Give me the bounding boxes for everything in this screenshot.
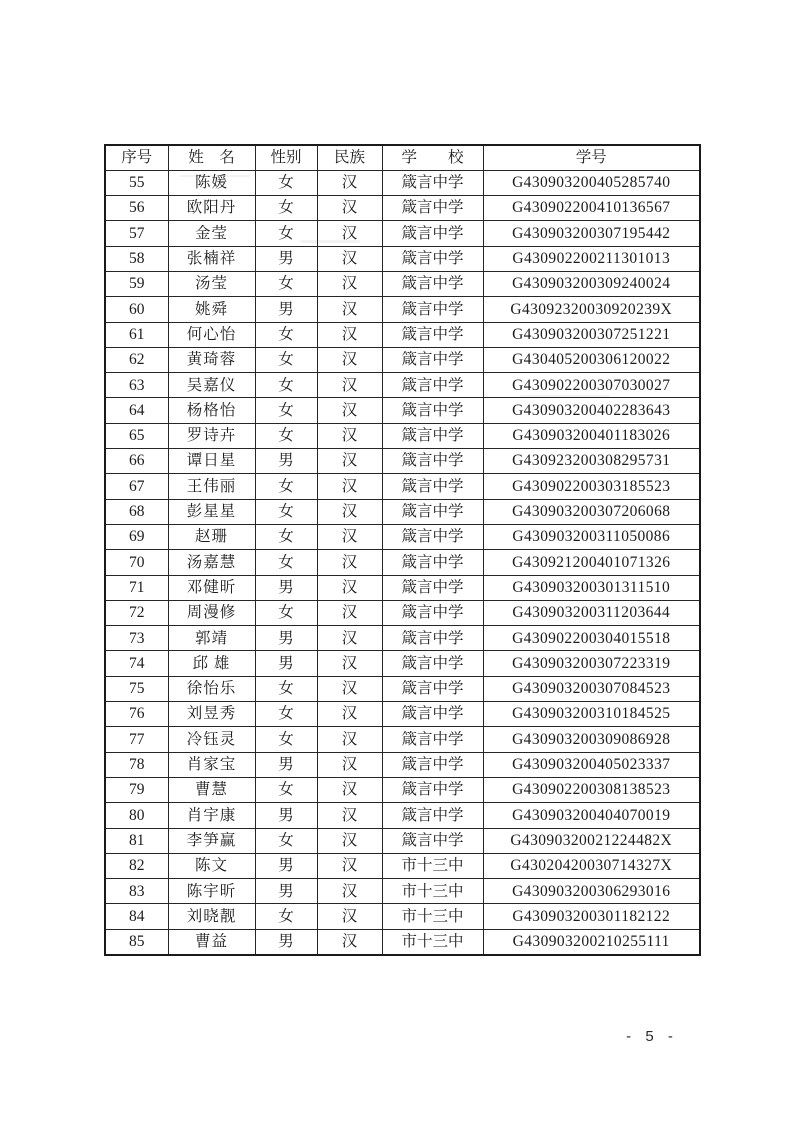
- table-row: [105, 271, 700, 296]
- cell-gender: 女: [255, 170, 317, 195]
- cell-student_id: G430903200210255111: [483, 929, 700, 954]
- cell-name: 赵珊: [168, 524, 255, 549]
- table-row: [105, 828, 700, 853]
- cell-ethnicity: 汉: [317, 803, 382, 828]
- cell-school: 箴言中学: [382, 322, 483, 347]
- table-row: [105, 879, 700, 904]
- cell-index: 57: [105, 221, 168, 246]
- cell-school: 箴言中学: [382, 347, 483, 372]
- cell-name: 徐怡乐: [168, 676, 255, 701]
- table-row: [105, 600, 700, 625]
- table-row: [105, 626, 700, 651]
- cell-name: 邓健昕: [168, 575, 255, 600]
- header-row: [105, 145, 700, 170]
- cell-index: 84: [105, 904, 168, 929]
- cell-ethnicity: 汉: [317, 651, 382, 676]
- cell-name: 刘昱秀: [168, 702, 255, 727]
- cell-school: 箴言中学: [382, 550, 483, 575]
- cell-school: 箴言中学: [382, 474, 483, 499]
- cell-name: 肖家宝: [168, 752, 255, 777]
- cell-gender: 女: [255, 550, 317, 575]
- cell-student_id: G430903200307084523: [483, 676, 700, 701]
- cell-student_id: G430405200306120022: [483, 347, 700, 372]
- cell-ethnicity: 汉: [317, 524, 382, 549]
- cell-school: 箴言中学: [382, 651, 483, 676]
- cell-school: 箴言中学: [382, 499, 483, 524]
- cell-gender: 男: [255, 853, 317, 878]
- cell-ethnicity: 汉: [317, 499, 382, 524]
- table-row: [105, 777, 700, 802]
- table-body: [105, 170, 700, 954]
- cell-gender: 女: [255, 347, 317, 372]
- cell-name: 邱 雄: [168, 651, 255, 676]
- cell-ethnicity: 汉: [317, 702, 382, 727]
- cell-ethnicity: 汉: [317, 904, 382, 929]
- cell-gender: 男: [255, 449, 317, 474]
- cell-index: 78: [105, 752, 168, 777]
- cell-school: 市十三中: [382, 929, 483, 954]
- table-row: [105, 702, 700, 727]
- cell-school: 箴言中学: [382, 449, 483, 474]
- cell-gender: 男: [255, 929, 317, 954]
- cell-ethnicity: 汉: [317, 474, 382, 499]
- cell-school: 箴言中学: [382, 524, 483, 549]
- cell-school: 箴言中学: [382, 803, 483, 828]
- cell-student_id: G430903200307223319: [483, 651, 700, 676]
- cell-student_id: G430903200404070019: [483, 803, 700, 828]
- cell-index: 55: [105, 170, 168, 195]
- cell-school: 箴言中学: [382, 777, 483, 802]
- cell-gender: 女: [255, 904, 317, 929]
- cell-ethnicity: 汉: [317, 170, 382, 195]
- cell-name: 刘晓靓: [168, 904, 255, 929]
- cell-gender: 男: [255, 297, 317, 322]
- table-row: [105, 449, 700, 474]
- cell-index: 69: [105, 524, 168, 549]
- cell-school: 市十三中: [382, 904, 483, 929]
- table-row: [105, 803, 700, 828]
- cell-ethnicity: 汉: [317, 879, 382, 904]
- cell-student_id: G430903200311050086: [483, 524, 700, 549]
- cell-student_id: G430903200401183026: [483, 423, 700, 448]
- column-header-student_id: 学号: [483, 145, 700, 170]
- page-number: - 5 -: [626, 1028, 678, 1045]
- cell-name: 曹慧: [168, 777, 255, 802]
- cell-name: 黄琦蓉: [168, 347, 255, 372]
- cell-name: 姚舜: [168, 297, 255, 322]
- cell-name: 何心怡: [168, 322, 255, 347]
- cell-school: 箴言中学: [382, 373, 483, 398]
- column-header-school: 学 校: [382, 145, 483, 170]
- cell-ethnicity: 汉: [317, 828, 382, 853]
- cell-index: 61: [105, 322, 168, 347]
- cell-gender: 女: [255, 373, 317, 398]
- table-row: [105, 221, 700, 246]
- table-row: [105, 347, 700, 372]
- cell-ethnicity: 汉: [317, 575, 382, 600]
- cell-name: 李笋赢: [168, 828, 255, 853]
- table-row: [105, 651, 700, 676]
- cell-ethnicity: 汉: [317, 221, 382, 246]
- cell-index: 79: [105, 777, 168, 802]
- cell-index: 56: [105, 196, 168, 221]
- cell-name: 吴嘉仪: [168, 373, 255, 398]
- column-header-index: 序号: [105, 145, 168, 170]
- cell-ethnicity: 汉: [317, 929, 382, 954]
- cell-index: 65: [105, 423, 168, 448]
- cell-ethnicity: 汉: [317, 246, 382, 271]
- table-row: [105, 853, 700, 878]
- cell-ethnicity: 汉: [317, 752, 382, 777]
- cell-student_id: G430903200405023337: [483, 752, 700, 777]
- table-row: [105, 322, 700, 347]
- cell-index: 62: [105, 347, 168, 372]
- column-header-gender: 性别: [255, 145, 317, 170]
- column-header-ethnicity: 民族: [317, 145, 382, 170]
- cell-student_id: G430903200307195442: [483, 221, 700, 246]
- table-row: [105, 423, 700, 448]
- cell-ethnicity: 汉: [317, 600, 382, 625]
- table-row: [105, 398, 700, 423]
- cell-name: 欧阳丹: [168, 196, 255, 221]
- cell-name: 陈媛: [168, 170, 255, 195]
- cell-school: 箴言中学: [382, 575, 483, 600]
- cell-gender: 女: [255, 828, 317, 853]
- cell-school: 箴言中学: [382, 297, 483, 322]
- cell-student_id: G430902200211301013: [483, 246, 700, 271]
- cell-ethnicity: 汉: [317, 271, 382, 296]
- cell-student_id: G430903200405285740: [483, 170, 700, 195]
- cell-name: 周漫修: [168, 600, 255, 625]
- cell-gender: 男: [255, 879, 317, 904]
- cell-ethnicity: 汉: [317, 777, 382, 802]
- cell-ethnicity: 汉: [317, 347, 382, 372]
- cell-ethnicity: 汉: [317, 626, 382, 651]
- cell-gender: 男: [255, 752, 317, 777]
- cell-index: 72: [105, 600, 168, 625]
- cell-index: 59: [105, 271, 168, 296]
- table-row: [105, 246, 700, 271]
- cell-school: 箴言中学: [382, 246, 483, 271]
- cell-ethnicity: 汉: [317, 550, 382, 575]
- cell-school: 箴言中学: [382, 170, 483, 195]
- cell-student_id: G43090320021224482X: [483, 828, 700, 853]
- cell-index: 73: [105, 626, 168, 651]
- cell-gender: 女: [255, 777, 317, 802]
- cell-name: 陈宇昕: [168, 879, 255, 904]
- cell-gender: 女: [255, 271, 317, 296]
- cell-student_id: G430903200301311510: [483, 575, 700, 600]
- cell-student_id: G43092320030920239X: [483, 297, 700, 322]
- cell-gender: 男: [255, 651, 317, 676]
- cell-index: 85: [105, 929, 168, 954]
- table-row: [105, 474, 700, 499]
- cell-ethnicity: 汉: [317, 322, 382, 347]
- cell-student_id: G430903200307206068: [483, 499, 700, 524]
- cell-name: 曹益: [168, 929, 255, 954]
- cell-school: 箴言中学: [382, 626, 483, 651]
- cell-student_id: G430903200311203644: [483, 600, 700, 625]
- cell-ethnicity: 汉: [317, 853, 382, 878]
- cell-name: 陈文: [168, 853, 255, 878]
- cell-index: 68: [105, 499, 168, 524]
- student-roster-table: [104, 144, 701, 956]
- cell-gender: 女: [255, 322, 317, 347]
- cell-school: 市十三中: [382, 879, 483, 904]
- table-header: [105, 145, 700, 170]
- cell-name: 张楠祥: [168, 246, 255, 271]
- cell-gender: 女: [255, 600, 317, 625]
- cell-gender: 男: [255, 246, 317, 271]
- table-row: [105, 550, 700, 575]
- cell-school: 箴言中学: [382, 271, 483, 296]
- cell-student_id: G430923200308295731: [483, 449, 700, 474]
- cell-student_id: G430903200306293016: [483, 879, 700, 904]
- cell-gender: 女: [255, 398, 317, 423]
- cell-ethnicity: 汉: [317, 423, 382, 448]
- cell-name: 汤嘉慧: [168, 550, 255, 575]
- cell-school: 箴言中学: [382, 702, 483, 727]
- cell-index: 81: [105, 828, 168, 853]
- column-header-name: 姓 名: [168, 145, 255, 170]
- cell-name: 肖宇康: [168, 803, 255, 828]
- cell-school: 箴言中学: [382, 676, 483, 701]
- cell-name: 王伟丽: [168, 474, 255, 499]
- cell-index: 76: [105, 702, 168, 727]
- cell-school: 箴言中学: [382, 727, 483, 752]
- cell-student_id: G430902200308138523: [483, 777, 700, 802]
- cell-school: 箴言中学: [382, 221, 483, 246]
- cell-index: 63: [105, 373, 168, 398]
- cell-student_id: G430921200401071326: [483, 550, 700, 575]
- cell-student_id: G430903200301182122: [483, 904, 700, 929]
- cell-gender: 男: [255, 803, 317, 828]
- cell-gender: 女: [255, 196, 317, 221]
- cell-school: 箴言中学: [382, 828, 483, 853]
- cell-student_id: G430902200307030027: [483, 373, 700, 398]
- table-row: [105, 752, 700, 777]
- cell-name: 谭日星: [168, 449, 255, 474]
- cell-ethnicity: 汉: [317, 196, 382, 221]
- table-row: [105, 499, 700, 524]
- cell-index: 60: [105, 297, 168, 322]
- cell-school: 箴言中学: [382, 423, 483, 448]
- cell-gender: 女: [255, 524, 317, 549]
- cell-ethnicity: 汉: [317, 373, 382, 398]
- cell-ethnicity: 汉: [317, 297, 382, 322]
- cell-index: 74: [105, 651, 168, 676]
- table-row: [105, 575, 700, 600]
- table-row: [105, 929, 700, 954]
- cell-school: 箴言中学: [382, 398, 483, 423]
- cell-gender: 女: [255, 702, 317, 727]
- cell-index: 77: [105, 727, 168, 752]
- cell-ethnicity: 汉: [317, 676, 382, 701]
- cell-ethnicity: 汉: [317, 398, 382, 423]
- cell-name: 冷钰灵: [168, 727, 255, 752]
- table-row: [105, 676, 700, 701]
- cell-index: 82: [105, 853, 168, 878]
- cell-student_id: G430903200402283643: [483, 398, 700, 423]
- cell-gender: 女: [255, 727, 317, 752]
- cell-index: 64: [105, 398, 168, 423]
- cell-school: 箴言中学: [382, 196, 483, 221]
- cell-index: 58: [105, 246, 168, 271]
- cell-student_id: G430903200309086928: [483, 727, 700, 752]
- cell-ethnicity: 汉: [317, 727, 382, 752]
- cell-index: 66: [105, 449, 168, 474]
- cell-gender: 女: [255, 474, 317, 499]
- cell-school: 箴言中学: [382, 600, 483, 625]
- table-row: [105, 170, 700, 195]
- cell-index: 71: [105, 575, 168, 600]
- table-row: [105, 524, 700, 549]
- cell-gender: 女: [255, 221, 317, 246]
- cell-gender: 女: [255, 423, 317, 448]
- cell-school: 箴言中学: [382, 752, 483, 777]
- cell-name: 杨格怡: [168, 398, 255, 423]
- table-row: [105, 297, 700, 322]
- cell-student_id: G430902200304015518: [483, 626, 700, 651]
- cell-name: 罗诗卉: [168, 423, 255, 448]
- cell-index: 70: [105, 550, 168, 575]
- table-row: [105, 196, 700, 221]
- cell-student_id: G430903200310184525: [483, 702, 700, 727]
- cell-index: 75: [105, 676, 168, 701]
- table-row: [105, 727, 700, 752]
- cell-name: 郭靖: [168, 626, 255, 651]
- cell-gender: 女: [255, 499, 317, 524]
- cell-school: 市十三中: [382, 853, 483, 878]
- cell-name: 彭星星: [168, 499, 255, 524]
- cell-ethnicity: 汉: [317, 449, 382, 474]
- cell-student_id: G43020420030714327X: [483, 853, 700, 878]
- cell-student_id: G430902200303185523: [483, 474, 700, 499]
- cell-name: 汤莹: [168, 271, 255, 296]
- table-row: [105, 904, 700, 929]
- cell-index: 67: [105, 474, 168, 499]
- cell-gender: 女: [255, 676, 317, 701]
- cell-index: 80: [105, 803, 168, 828]
- cell-student_id: G430902200410136567: [483, 196, 700, 221]
- cell-gender: 男: [255, 575, 317, 600]
- cell-student_id: G430903200307251221: [483, 322, 700, 347]
- table-row: [105, 373, 700, 398]
- cell-student_id: G430903200309240024: [483, 271, 700, 296]
- cell-gender: 男: [255, 626, 317, 651]
- cell-name: 金莹: [168, 221, 255, 246]
- cell-index: 83: [105, 879, 168, 904]
